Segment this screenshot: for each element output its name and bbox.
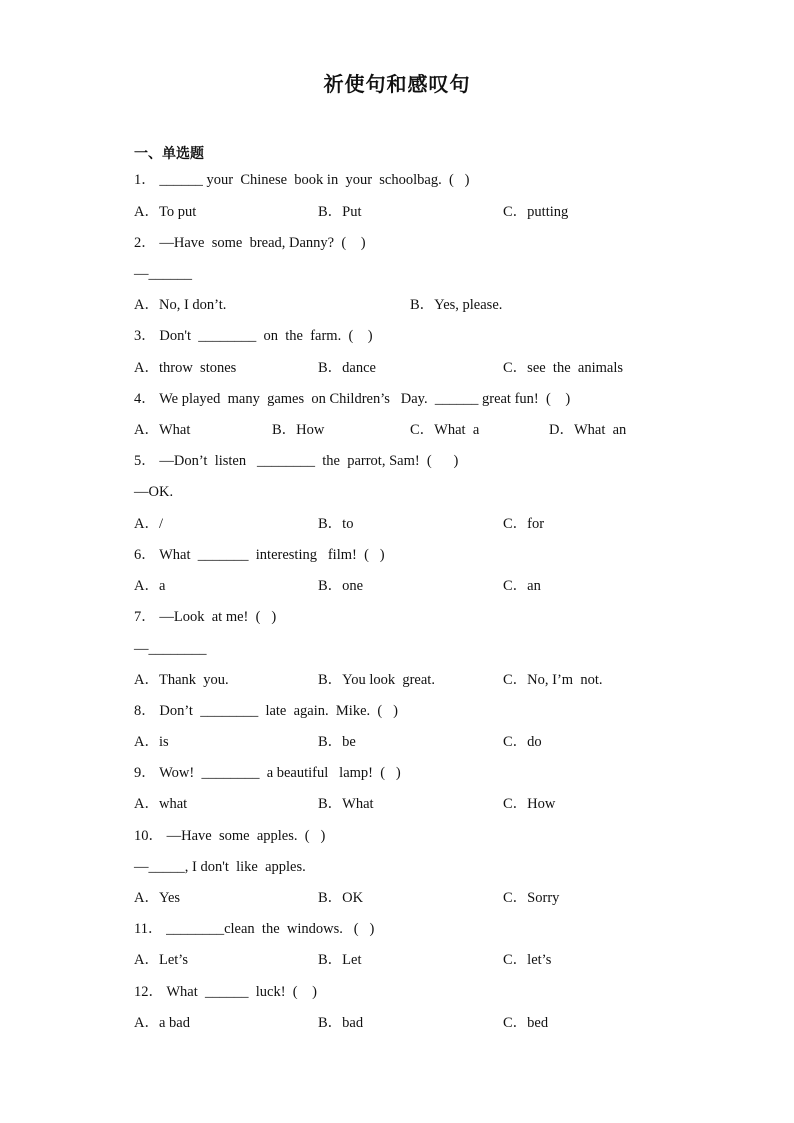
question-1-option-a[interactable]: A．To put [134,204,197,220]
question-3-stem: 3． Don't ________ on the farm. ( ) [134,328,373,344]
question-2-option-a[interactable]: A．No, I don’t. [134,297,227,313]
page-title: 祈使句和感叹句 [323,72,471,96]
question-2-option-b[interactable]: B．Yes, please. [410,297,503,313]
question-7-response: —________ [134,641,207,657]
question-11-option-b[interactable]: B．Let [318,952,362,968]
question-9-option-a[interactable]: A．what [134,796,188,812]
question-3-option-b[interactable]: B．dance [318,360,376,376]
question-8-option-b[interactable]: B．be [318,734,356,750]
question-10-option-a[interactable]: A．Yes [134,890,181,906]
question-5-option-b[interactable]: B．to [318,516,354,532]
question-1-option-c[interactable]: C．putting [503,204,569,220]
question-4-option-c[interactable]: C．What a [410,422,480,438]
question-10-option-c[interactable]: C．Sorry [503,890,560,906]
question-3-option-a[interactable]: A．throw stones [134,360,237,376]
section-heading: 一、单选题 [134,146,204,162]
question-10-option-b[interactable]: B．OK [318,890,364,906]
question-5-response: —OK. [134,484,174,500]
question-2-stem: 2． —Have some bread, Danny? ( ) [134,235,366,251]
question-7-option-c[interactable]: C．No, I’m not. [503,672,603,688]
question-5-option-a[interactable]: A．/ [134,516,163,532]
question-9-option-b[interactable]: B．What [318,796,374,812]
question-7-option-b[interactable]: B．You look great. [318,672,435,688]
question-2-response: —______ [134,266,192,282]
question-10-stem: 10． —Have some apples. ( ) [134,828,326,844]
question-9-stem: 9． Wow! ________ a beautiful lamp! ( ) [134,765,401,781]
question-8-stem: 8． Don’t ________ late again. Mike. ( ) [134,703,398,719]
question-12-stem: 12． What ______ luck! ( ) [134,984,317,1000]
question-4-option-d[interactable]: D．What an [549,422,627,438]
question-4-option-b[interactable]: B．How [272,422,325,438]
question-3-option-c[interactable]: C．see the animals [503,360,624,376]
question-12-option-b[interactable]: B．bad [318,1015,364,1031]
question-1-stem: 1． ______ your Chinese book in your schoolbag. ( ) [134,172,470,188]
question-6-option-b[interactable]: B．one [318,578,364,594]
question-7-stem: 7． —Look at me! ( ) [134,609,277,625]
question-5-stem: 5． —Don’t listen ________ the parrot, Sam! ( ) [134,453,459,469]
question-1-option-b[interactable]: B．Put [318,204,362,220]
question-10-response: —_____, I don't like apples. [134,859,306,875]
question-7-option-a[interactable]: A．Thank you. [134,672,229,688]
question-4-option-a[interactable]: A．What [134,422,191,438]
question-4-stem: 4． We played many games on Children’s Day. ______ great fun! ( ) [134,391,571,407]
question-11-option-c[interactable]: C．let’s [503,952,552,968]
question-6-option-a[interactable]: A．a [134,578,166,594]
question-11-option-a[interactable]: A．Let’s [134,952,188,968]
question-6-option-c[interactable]: C．an [503,578,541,594]
question-12-option-c[interactable]: C．bed [503,1015,549,1031]
question-6-stem: 6． What _______ interesting film! ( ) [134,547,385,563]
question-8-option-c[interactable]: C．do [503,734,542,750]
question-8-option-a[interactable]: A．is [134,734,169,750]
question-11-stem: 11． ________clean the windows. ( ) [134,921,375,937]
question-5-option-c[interactable]: C．for [503,516,545,532]
question-9-option-c[interactable]: C．How [503,796,556,812]
question-12-option-a[interactable]: A．a bad [134,1015,190,1031]
